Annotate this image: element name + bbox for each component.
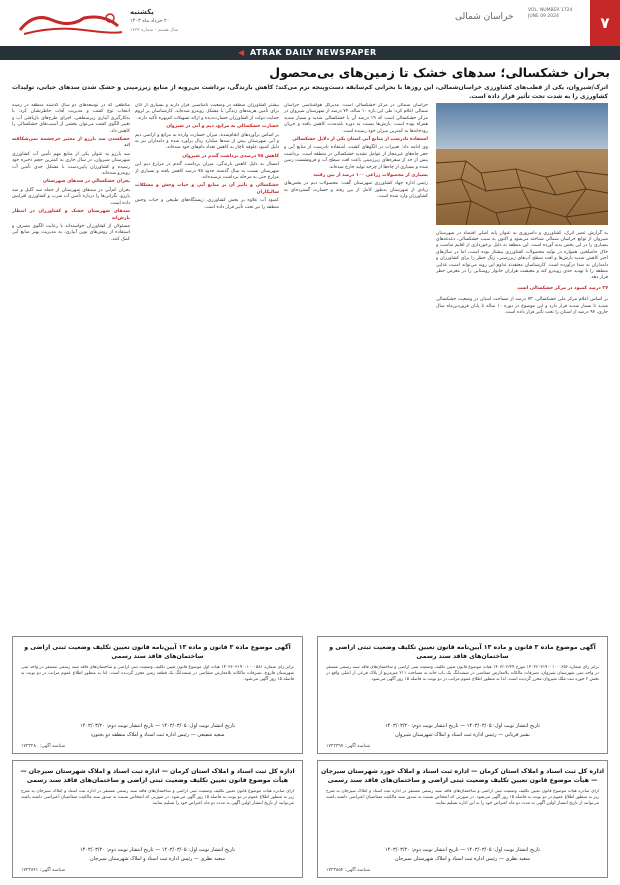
subheading: بحران خشکسالی در سدهای شهرستان [43, 179, 130, 185]
notice-title: آگهی موضوع ماده ۳ قانون و ماده ۱۳ آیین‌نامه قانون تعیین تکلیف وضعیت ثبتی اراضی و ساختمان‌های فاقد سند رسمی [24, 644, 291, 660]
subheading: استفاده نادرست از منابع آبی استان یکی از دلایل خشکسالی [292, 137, 428, 143]
paragraph: بحران کم‌آبی در سدهای شهرستان از جمله سد گلیل و سد بارزو، نگرانی‌ها را درباره تأمین آب شرب و کشاورزی افزایش داده است. [12, 187, 130, 206]
legal-notices [12, 636, 608, 879]
legal-notice [12, 760, 303, 878]
notice-body: برابر رأی شماره ۱۴۰۳۶۰۳۱۹۰۰۱۰۰۰۵۸۱ هیأت اول موضوع قانون تعیین تکلیف وضعیت ثبتی اراضی و ساختمان‌های فاقد سند رسمی مستقر در واحد ثبتی شهرستان فاروج، تصرفات مالکانه بلامعارض متقاضی در ششدانگ یک قطعه زمین محرز گردیده است. لذا به منظور اطلاع عموم مراتب در دو نوبت به فاصله ۱۵ روز آگهی می‌شود. [21, 665, 294, 682]
page-header [0, 0, 620, 46]
volume-number: VOL. NUMBER 1724 [528, 8, 573, 13]
paragraph: به گزارش عصر اترک، کشاورزی و دامپروری به عنوان پایه اصلی اقتصاد در شهرستان شیروان از توابع خراسان شمالی شناخته می‌شود و اکنون به سبب خشکسالی، دغدغه‌های بسیاری را در این بخش پدید آورده است. این منطقه به دلیل برخورداری از اقلیم مناسب و خاک حاصلخیز، همواره در تولید محصولات کشاورزی پیشتاز بوده است، اما در سال‌های اخیر کاهش شدید بارش‌ها و افت سطح آب‌های زیرزمینی، زنگ خطر را برای کشاورزان و دامداران به صدا درآورده است. کارشناسان معتقدند تداوم این روند می‌تواند امنیت غذایی منطقه را با تهدید جدی روبه‌رو کند و معیشت هزاران خانوار روستایی را در معرض خطر قرار دهد. [436, 230, 608, 281]
subheading: سدهای شهرستان خشک و کشاورزان در انتظار بارش‌اند [12, 209, 130, 221]
notice-dates: تاریخ انتشار نوبت اول: ۱۴۰۳/۰۳/۰۵ — تاریخ انتشار نوبت دوم: ۱۴۰۳/۰۳/۲۰ [385, 847, 540, 853]
notice-body: آرای صادره هیأت موضوع قانون تعیین تکلیف وضعیت ثبتی اراضی و ساختمان‌های فاقد سند رسمی مستقر در اداره ثبت اسناد و املاک سیرجان به شرح زیر به منظور اطلاع عموم در دو نوبت به فاصله ۱۵ روز آگهی می‌شود. در صورتی که اشخاص نسبت به صدور سند مالکیت متقاضیان اعتراضی داشته باشند می‌توانند از تاریخ انتشار اولین آگهی به مدت دو ماه اعتراض خود را تسلیم نمایند. [21, 789, 294, 806]
paragraph: بیشتر کشاورزان منطقه در وضعیت نامناسبی قرار دارند و بسیاری از آنان برای تأمین هزینه‌های زندگی با مشکل روبه‌رو شده‌اند. کارشناسان بر لزوم حمایت دولت از کشاورزان خسارت‌دیده و ارائه تسهیلات کم‌بهره تأکید دارند. [135, 103, 279, 121]
section-region: خراسان شمالی [455, 12, 514, 22]
column-1 [436, 226, 608, 632]
banner-text: ATRAK DAILY NEWSPAPER [250, 48, 377, 57]
subheading: بسیاری از محصولات زراعی ۱۰۰ درصد از بین رفتند [313, 173, 428, 179]
paragraph: کمبود آب علاوه بر بخش کشاورزی، زیستگاه‌های طبیعی و حیات وحش منطقه را نیز تحت تأثیر قرار داده است. [135, 198, 279, 210]
notice-signature: سعید نظری — رئیس اداره ثبت اسناد و املاک شهرستان سیرجان [90, 856, 225, 862]
notice-id: شناسه آگهی: ۱۷۲۳۸۴۱ [21, 868, 66, 873]
notice-body: برابر رأی شماره ۱۴۰۳۶۰۳۱۹۰۰۱۰۰۰۶۵۶ مورخ ۱۴۰۳/۰۲/۲۴ هیأت موضوع قانون تعیین تکلیف وضعیت ثبتی اراضی و ساختمان‌های فاقد سند رسمی مستقر در واحد ثبتی شهرستان شیروان، تصرفات مالکانه بلامعارض متقاضی در ششدانگ یک باب خانه به مساحت ۲۱۱ مترمربع از پلاک فرعی از اصلی واقع در بخش ۲ حوزه ثبت ملک شیروان محرز گردیده است. لذا به منظور اطلاع عموم مراتب در دو نوبت به فاصله ۱۵ روز آگهی می‌شود. [326, 665, 599, 682]
article-headline: بحران خشکسالی؛ سدهای خشک تا زمین‌های بی‌محصول [269, 65, 610, 80]
notice-dates: تاریخ انتشار نوبت اول: ۱۴۰۳/۰۳/۰۵ — تاریخ انتشار نوبت دوم: ۱۴۰۳/۰۳/۲۰ [80, 847, 235, 853]
notice-body: آرای صادره هیأت موضوع قانون تعیین تکلیف وضعیت ثبتی اراضی و ساختمان‌های فاقد سند رسمی مستقر در اداره ثبت اسناد و املاک سیرجان به شرح زیر به منظور اطلاع عموم در دو نوبت به فاصله ۱۵ روز آگهی می‌شود. در صورتی که اشخاص نسبت به صدور سند مالکیت متقاضیان اعتراضی داشته باشند می‌توانند از تاریخ انتشار اولین آگهی به مدت دو ماه اعتراض خود را به این اداره تسلیم نمایند. [326, 789, 599, 806]
notice-id: شناسه آگهی: ۱۷۲۳۲۸۰ [21, 744, 66, 749]
paragraph: سد بارزو به عنوان یکی از منابع مهم تأمین آب کشاورزی شهرستان شیروان، در سال جاری به کمترین حجم ذخیره خود رسیده و کشاورزان پایین‌دست با مشکل جدی تأمین آب روبه‌رو شده‌اند. [12, 151, 130, 177]
article-lead: اترک/شیروان، یکی از قطب‌های کشاورزی خراسان‌شمالی، این روزها با بحرانی کم‌سابقه دست‌وپنجه نرم می‌کند؛ کاهش بارندگی، برداشت بی‌رویه از منابع زیرزمینی و خشک شدن سدهای حیاتی، تولیدات کشاورزی را به شدت تحت تأثیر قرار داده است. [12, 84, 608, 100]
paragraph: رئیس اداره جهاد کشاورزی شهرستان گفت: محصولات دیم در بخش‌های زیادی از شهرستان به‌طور کامل از بین رفته و خسارت گسترده‌ای به کشاورزان وارد شده است. [284, 181, 428, 200]
notice-title: اداره کل ثبت اسناد و املاک استان کرمان — اداره ثبت اسناد و املاک خورد شهرستان سیرجان — هیأت موضوع قانون تعیین تکلیف وضعیت ثبتی اراضی و ساختمان‌های فاقد سند رسمی [320, 768, 604, 784]
paragraph: وی ادامه داد: تغییرات در الگوهای کشت، استفاده نادرست از منابع آبی و حفر چاه‌های غیرمجاز از عوامل تشدید خشکسالی در منطقه است. برداشت بیش از حد از سفره‌های زیرزمینی باعث افت سطح آب و فرونشست زمین شده و بسیاری از چاه‌ها از چرخه تولید خارج شده‌اند. [284, 145, 428, 170]
weekday: یکشنبه [130, 8, 154, 16]
legal-notice [317, 760, 608, 878]
paragraph: بر اساس اعلام مرکز ملی خشکسالی، ۷۳ درصد از مساحت استان در وضعیت خشکسالی شدید تا بسیار شدید قرار دارد و این موضوع در دوره ۱۰ ساله تا پایان فروردین‌ماه سال جاری، ۹۷ درصد از استان را تحت تأثیر قرار داده است. [436, 297, 608, 316]
subheading: خسارت خشکسالی به مراتع، دیم و آبی در شیروان [166, 124, 279, 130]
paragraph: مسئولان از کشاورزان خواسته‌اند با رعایت الگوی مصرف و استفاده از روش‌های نوین آبیاری، به مدیریت بهتر منابع آبی کمک کنند. [12, 223, 130, 242]
subheading: خشکسالی و تأثیر آن بر منابع آبی و حیات وحش و مشکلات شالیکاران [135, 183, 279, 195]
volume-info [528, 8, 572, 20]
column-3 [135, 103, 279, 635]
legal-notice [317, 636, 608, 754]
banner-bar [0, 46, 620, 60]
paragraph: خراسان شمالی در مرکز خشکسالی است. مدیرکل هواشناسی خراسان شمالی اعلام کرد: طی این بازه ۱۰ ساله، ۷۴ درصد از شهرستان شیروان در مرکز خشکسالی است که ۱۹ درصد آن با خشکسالی شدید و بسیار شدید همراه بوده است. بارش‌ها نسبت به دوره بلندمدت کاهش یافته و جریان رودخانه‌ها به کمترین میزان خود رسیده است. [284, 103, 428, 134]
date-en: JUNE 09 2024 [528, 14, 559, 19]
paragraph: مناطقی که در توسعه‌های دو سال گذشته منطقه در زمینه انتخاب نوع کشت و مدیریت آفات خاطرنشان کرد: با به‌کارگیری آبیاری زیرسطحی، اجرای طرح‌های بازیافتی آب و تغییر الگوی کشت می‌توان بخشی از آسیب‌های خشکسالی را کاهش داد. [12, 103, 130, 134]
page-number: ۷ [590, 0, 620, 46]
notice-title: آگهی موضوع ماده ۳ قانون و ماده ۱۳ آیین‌نامه قانون تعیین تکلیف وضعیت ثبتی اراضی و ساختمان‌های فاقد سند رسمی [329, 644, 596, 660]
notice-signature: بشیر قربانی — رئیس اداره ثبت اسناد و املاک شهرستان شیروان [394, 732, 531, 738]
notice-dates: تاریخ انتشار نوبت اول: ۱۴۰۳/۰۳/۰۵ — تاریخ انتشار نوبت دوم: ۱۴۰۳/۰۳/۲۰ [80, 723, 235, 729]
drought-photo [436, 103, 608, 225]
paragraph: امسال به دلیل کاهش بارندگی، میزان برداشت گندم در مزارع دیم این شهرستان نسبت به سال گذشته حدود ۷۵ درصد کاهش یافته و بسیاری از مزارع حتی به مرحله برداشت نرسیده‌اند. [135, 162, 279, 181]
subheading: ۲۷ درصد کمبود در مرکز خشکسالی است [517, 286, 608, 292]
subheading: خشکشدن سد بارزو از معتبر خرچشمه نمی‌شکافته اند [12, 137, 130, 149]
notice-dates: تاریخ انتشار نوبت اول: ۱۴۰۳/۰۳/۰۵ — تاریخ انتشار نوبت دوم: ۱۴۰۳/۰۳/۲۰ [385, 723, 540, 729]
notice-title: اداره کل ثبت اسناد و املاک استان کرمان — اداره ثبت اسناد و املاک شهرستان سیرجان — هیأت موضوع قانون تعیین تکلیف وضعیت ثبتی اراضی و ساختمان‌های فاقد سند رسمی [20, 768, 295, 784]
notice-signature: سعید نظری — رئیس اداره ثبت اسناد و املاک شهرستان سیرجان [395, 856, 530, 862]
paragraph: بر اساس برآوردهای انجام‌شده، میزان خسارت وارده به مراتع و اراضی دیم و آبی شهرستان بیش از صدها میلیارد ریال برآورد شده و دامداران نیز به دلیل کمبود علوفه ناچار به کاهش تعداد دام‌های خود شده‌اند. [135, 132, 279, 151]
notice-id: شناسه آگهی: ۱۷۲۲۳۹۷ [326, 744, 371, 749]
arrow-icon: ◀ [238, 48, 245, 57]
newspaper-logo [14, 8, 126, 38]
subheading: کاهش ۷۵ درصدی برداشت گندم در شیروان [182, 153, 279, 159]
issue-meta: سال هشتم - شماره ۱۷۲۴ [130, 28, 179, 33]
notice-id: شناسه آگهی: ۱۷۲۳۸۵۴ [326, 868, 371, 873]
column-4 [12, 103, 130, 635]
notice-signature: سعید شفیعی — رئیس اداره ثبت اسناد و املاک منطقه دو بجنورد [90, 732, 225, 738]
legal-notice [12, 636, 303, 754]
issue-date: ۲۰ خرداد ماه ۱۴۰۳ [130, 18, 170, 24]
column-2 [284, 103, 428, 635]
